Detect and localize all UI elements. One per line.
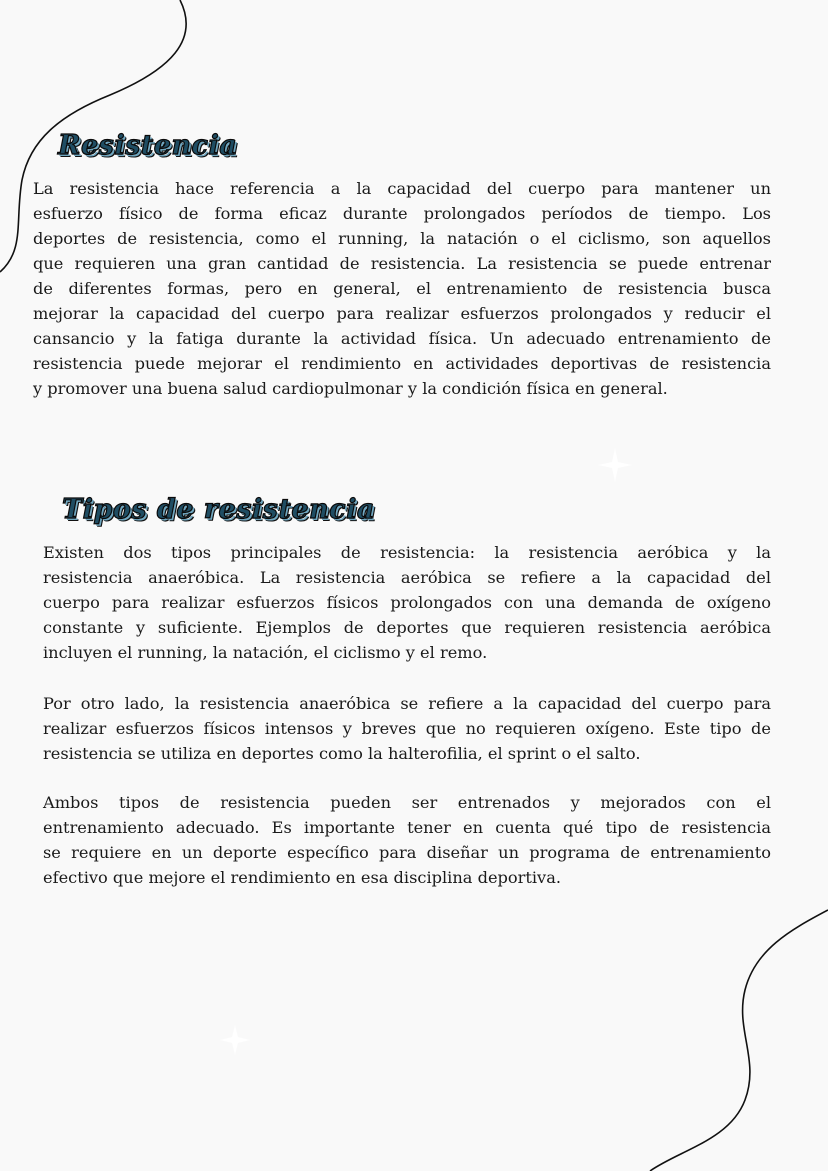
sparkle-icon — [220, 1025, 250, 1055]
paragraph-tipos-3 — [43, 790, 771, 890]
text-line: resistencia se utiliza en deportes como la halterofilia, el sprint o el salto. — [43, 744, 641, 763]
text-line: esfuerzo físico de forma eficaz durante prolongados períodos de tiempo. Los — [33, 204, 771, 223]
sparkle-icon — [598, 448, 632, 482]
section-title-resistencia: Resistencia — [58, 130, 238, 161]
text-line: cansancio y la fatiga durante la actividad física. Un adecuado entrenamiento de — [33, 329, 771, 348]
text-line: Existen dos tipos principales de resistencia: la resistencia aeróbica y la — [43, 543, 771, 562]
text-line: entrenamiento adecuado. Es importante tener en cuenta qué tipo de resistencia — [43, 818, 771, 837]
text-line: mejorar la capacidad del cuerpo para realizar esfuerzos prolongados y reducir el — [33, 304, 771, 323]
section-title-tipos: Tipos de resistencia — [62, 494, 375, 525]
text-line: realizar esfuerzos físicos intensos y breves que no requieren oxígeno. Este tipo de — [43, 719, 771, 738]
text-line: efectivo que mejore el rendimiento en esa disciplina deportiva. — [43, 868, 561, 887]
text-line: que requieren una gran cantidad de resistencia. La resistencia se puede entrenar — [33, 254, 771, 273]
text-line: Por otro lado, la resistencia anaeróbica se refiere a la capacidad del cuerpo para — [43, 694, 771, 713]
paragraph-resistencia — [33, 176, 771, 401]
paragraph-tipos-2 — [43, 691, 771, 766]
text-line: constante y suficiente. Ejemplos de deportes que requieren resistencia aeróbica — [43, 618, 771, 637]
text-line: de diferentes formas, pero en general, el entrenamiento de resistencia busca — [33, 279, 771, 298]
text-line: Ambos tipos de resistencia pueden ser entrenados y mejorados con el — [43, 793, 771, 812]
text-line: deportes de resistencia, como el running, la natación o el ciclismo, son aquellos — [33, 229, 771, 248]
text-line: cuerpo para realizar esfuerzos físicos prolongados con una demanda de oxígeno — [43, 593, 771, 612]
text-line: La resistencia hace referencia a la capacidad del cuerpo para mantener un — [33, 179, 771, 198]
text-line: resistencia anaeróbica. La resistencia aeróbica se refiere a la capacidad del — [43, 568, 771, 587]
text-line: se requiere en un deporte específico para diseñar un programa de entrenamiento — [43, 843, 771, 862]
text-line: y promover una buena salud cardiopulmonar y la condición física en general. — [33, 379, 668, 398]
bottom-right-curve — [650, 910, 828, 1171]
text-line: resistencia puede mejorar el rendimiento en actividades deportivas de resistencia — [33, 354, 771, 373]
paragraph-tipos-1 — [43, 540, 771, 665]
text-line: incluyen el running, la natación, el ciclismo y el remo. — [43, 643, 488, 662]
